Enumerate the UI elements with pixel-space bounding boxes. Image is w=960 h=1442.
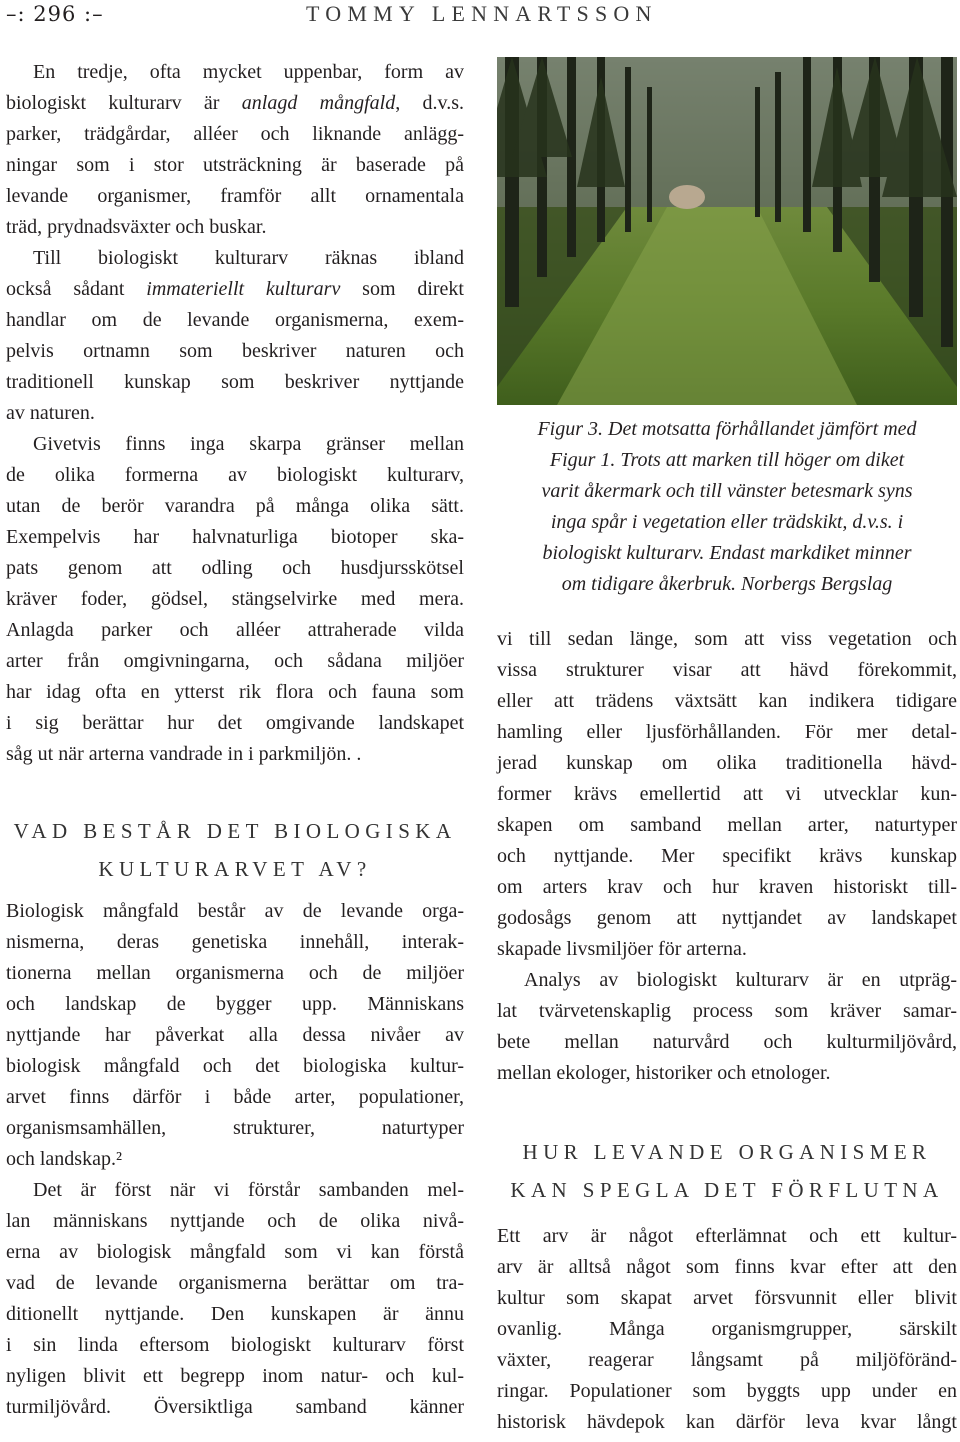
text-line: och landskap.² xyxy=(6,1148,122,1170)
text-line: Givetvis finns inga skarpa gränser mellan xyxy=(33,433,464,455)
text-line: ditionellt nyttjande. Den kunskapen är ännu xyxy=(6,1303,464,1325)
text-line: kultur som skapat arvet försvunnit eller blivit xyxy=(497,1287,957,1309)
text-line: Anlagda parker och alléer attraherade vilda xyxy=(6,619,464,641)
section-heading-left xyxy=(6,812,464,888)
text-line: Ett arv är något efterlämnat och ett kultur- xyxy=(497,1225,957,1247)
section-heading-right xyxy=(497,1133,957,1209)
text-line: turmiljövård. Översiktliga samband känner xyxy=(6,1396,464,1418)
text-line: ovanlig. Många organismgrupper, särskilt xyxy=(497,1318,957,1340)
text-line: biologisk mångfald och det biologiska kultur- xyxy=(6,1055,464,1077)
text-line: träd, prydnadsväxter och buskar. xyxy=(6,216,267,238)
text-line: av naturen. xyxy=(6,402,95,424)
text-line: skapen om samband mellan arter, naturtyper xyxy=(497,814,957,836)
text-line: nyttjande har påverkat alla dessa nivåer av xyxy=(6,1024,464,1046)
text-line-immateriellt: också sådant immateriellt kulturarv som direkt xyxy=(6,278,464,300)
caption-line: varit åkermark och till vänster betesmark syns xyxy=(541,480,913,502)
left-paragraph-2 xyxy=(6,243,464,429)
text-line: vissa strukturer visar att hävd förekommit, xyxy=(497,659,957,681)
text-line: former krävs emellertid att vi utvecklar kun- xyxy=(497,783,957,805)
page-number: –: 296 :– xyxy=(6,2,104,26)
text-line: Biologisk mångfald består av de levande orga- xyxy=(6,900,464,922)
text-line: arv är alltså något som finns kvar efter att den xyxy=(497,1256,957,1278)
text-line: arter från omgivningarna, och sådana miljöer xyxy=(6,650,464,672)
right-paragraph-2 xyxy=(497,965,957,1089)
right-paragraph-3 xyxy=(497,1221,957,1438)
text-line: har idag ofta en ytterst rik flora och fauna som xyxy=(6,681,464,703)
left-paragraph-5 xyxy=(6,1175,464,1423)
caption-line: om tidigare åkerbruk. Norbergs Bergslag xyxy=(561,573,893,595)
text-line: Till biologiskt kulturarv räknas ibland xyxy=(33,247,464,269)
text-line: organismsamhällen, strukturer, naturtyper xyxy=(6,1117,464,1139)
text-line: vad de levande organismerna berättar om tra- xyxy=(6,1272,464,1294)
text-line: ringar. Populationer som byggts upp under en xyxy=(497,1380,957,1402)
text-line: pelvis ortnamn som beskriver naturen och xyxy=(6,340,464,362)
right-paragraph-1 xyxy=(497,624,957,965)
text-line: i sig berättar hur det omgivande landskapet xyxy=(6,712,464,734)
text-line-anlagd: biologiskt kulturarv är anlagd mångfald, d.v.s. xyxy=(6,92,464,114)
text-line: levande organismer, framför allt ornamentala xyxy=(6,185,464,207)
text-line: växter, reagerar långsamt på miljöföränd- xyxy=(497,1349,957,1371)
text-line: vi till sedan länge, som att viss vegetation och xyxy=(497,628,957,650)
text-line: om arters krav och hur kraven historiskt till- xyxy=(497,876,957,898)
text-line: utan de berör varandra på många olika sätt. xyxy=(6,495,464,517)
text-line: hamling eller ljusförhållanden. För mer detal- xyxy=(497,721,957,743)
text-line: arvet finns därför i både arter, populationer, xyxy=(6,1086,464,1108)
caption-line: Figur 1. Trots att marken till höger om diket xyxy=(549,449,905,471)
caption-line: inga spår i vegetation eller trädskikt, d.v.s. i xyxy=(550,511,904,533)
text-line: Det är först när vi förstår sambanden mel- xyxy=(33,1179,464,1201)
left-paragraph-1 xyxy=(6,57,464,243)
text-line: Analys av biologiskt kulturarv är en utpräg- xyxy=(524,969,957,991)
text-line: erna av biologisk mångfald som vi kan förstå xyxy=(6,1241,464,1263)
forest-photo xyxy=(497,57,957,405)
text-line: och nyttjande. Mer specifikt krävs kunskap xyxy=(497,845,957,867)
text-line: såg ut när arterna vandrade in i parkmiljön. . xyxy=(6,743,362,765)
text-line: Exempelvis har halvnaturliga biotoper ska- xyxy=(6,526,464,548)
text-line: nismerna, deras genetiska innehåll, interak- xyxy=(6,931,464,953)
text-line: En tredje, ofta mycket uppenbar, form av xyxy=(33,61,464,83)
heading-line: HUR LEVANDE ORGANISMER xyxy=(522,1140,932,1164)
caption-line: Figur 3. Det motsatta förhållandet jämfört med xyxy=(537,418,917,440)
text-line: parker, trädgårdar, alléer och liknande anlägg- xyxy=(6,123,464,145)
caption-line: biologiskt kulturarv. Endast markdiket minner xyxy=(542,542,912,564)
left-column xyxy=(6,57,464,1423)
right-column xyxy=(497,414,957,1438)
text-line: och landskap de bygger upp. Människans xyxy=(6,993,464,1015)
text-line: skapade livsmiljöer för arterna. xyxy=(497,938,747,960)
heading-line: KULTURARVET AV? xyxy=(98,857,372,881)
text-line: kräver foder, gödsel, stängselvirke med mera. xyxy=(6,588,464,610)
text-line: godosågs genom att nyttjandet av landskapet xyxy=(497,907,957,929)
heading-line: KAN SPEGLA DET FÖRFLUTNA xyxy=(510,1178,944,1202)
text-line: eller att trädens växtsätt kan indikera tidigare xyxy=(497,690,957,712)
text-line: bete mellan naturvård och kulturmiljövård, xyxy=(497,1031,957,1053)
text-line: lat tvärvetenskaplig process som kräver samar- xyxy=(497,1000,957,1022)
text-line: tionerna mellan organismerna och de miljöer xyxy=(6,962,464,984)
text-line: handlar om de levande organismerna, exem- xyxy=(6,309,464,331)
text-line: de olika formerna av biologiskt kulturarv, xyxy=(6,464,464,486)
text-line: traditionell kunskap som beskriver nyttjande xyxy=(6,371,464,393)
text-line: mellan ekologer, historiker och etnologer. xyxy=(497,1062,831,1084)
left-paragraph-4 xyxy=(6,896,464,1175)
text-line: nyligen blivit ett begrepp inom natur- och kul- xyxy=(6,1365,464,1387)
text-line: i sin linda eftersom biologiskt kulturarv först xyxy=(6,1334,464,1356)
text-line: ningar som i stor utsträckning är baserade på xyxy=(6,154,464,176)
text-line: historisk hävdepok kan därför leva kvar långt xyxy=(497,1411,957,1433)
figure-caption xyxy=(497,414,957,600)
dog-figure xyxy=(669,185,705,209)
text-line: pats genom att odling och husdjursskötsel xyxy=(6,557,464,579)
left-paragraph-3 xyxy=(6,429,464,770)
page-header xyxy=(0,0,960,30)
text-line: lan människans nyttjande och de olika nivå- xyxy=(6,1210,464,1232)
text-line: jerad kunskap om olika traditionella hävd- xyxy=(497,752,957,774)
running-head-author: TOMMY LENNARTSSON xyxy=(306,1,658,26)
heading-line: VAD BESTÅR DET BIOLOGISKA xyxy=(13,819,457,843)
